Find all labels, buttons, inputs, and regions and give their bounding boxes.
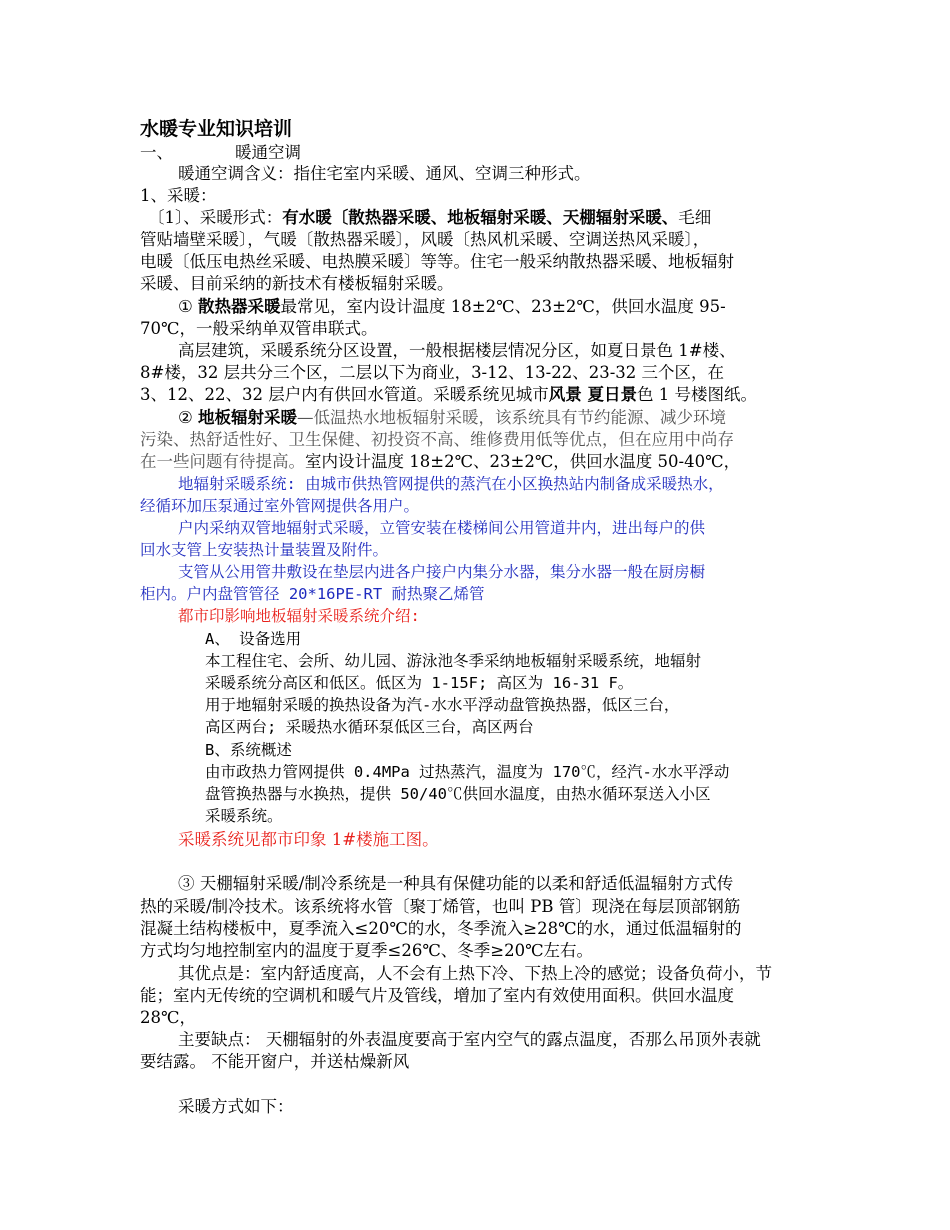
floor-heating-line: 污染、热舒适性好、卫生保健、初投资不高、维修费用低等优点，但在应用中尚存 (140, 430, 734, 449)
red-reference-line: 采暖系统见都市印象 1#楼施工图。 (178, 830, 439, 849)
heating-methods-line: 采暖方式如下： (178, 1097, 294, 1116)
ceiling-heating-line: 热的采暖/制冷技术。该系统将水管〔聚丁烯管，也叫 PB 管〕现浇在每层顶部钢筋 (140, 897, 741, 916)
project-name-bold: 风景 夏日景 (548, 385, 637, 404)
floor-desc: —低温热水地板辐射采暖，该系统具有节约能源、减少环境 (297, 408, 727, 427)
ceiling-heating-line: 方式均匀地控制室内的温度于夏季≤26℃、冬季≥20℃左右。 (140, 941, 594, 960)
ceiling-heating-line: 混凝土结构楼板中，夏季流入≤20℃的水，冬季流入≥28℃的水，通过低温辐射的 (140, 919, 742, 938)
section-a-line: 本工程住宅、会所、幼儿园、游泳池冬季采纳地板辐射采暖系统，地辐射 (205, 652, 702, 670)
section-b-line: 盘管换热器与水换热，提供 50/40℃供回水温度，由热水循环泵送入小区 (205, 785, 711, 803)
heating-heading: 1、采暖： (140, 186, 217, 205)
blue-note-line: 户内采纳双管地辐射式采暖，立管安装在楼梯间公用管道井内，进出每户的供 (178, 519, 706, 537)
forms-suffix: 毛细 (678, 208, 712, 227)
highrise-text: 3、12、22、32 层户内有供回水管道。采暖系统见城市 (140, 385, 549, 404)
floor-temperature: 室内设计温度 18±2℃、23±2℃，供回水温度 50-40℃， (305, 452, 741, 471)
section-heading (140, 142, 301, 163)
radiator-marker: ① (178, 297, 199, 316)
ceiling-heating-line: ③ 天棚辐射采暖/制冷系统是一种具有保健功能的以柔和舒适低温辐射方式传 (178, 874, 734, 893)
floor-heating-line (178, 407, 726, 428)
radiator-line: 70℃，一般采纳单双管串联式。 (140, 319, 378, 338)
radiator-line (178, 296, 726, 317)
heating-forms-line: 管贴墙壁采暖〕，气暖〔散热器采暖〕，风暖〔热风机采暖、空调送热风采暖〕， (140, 230, 710, 249)
section-b-heading: B、系统概述 (205, 741, 292, 759)
page-title: 水暖专业知识培训 (140, 118, 293, 140)
red-intro-heading: 都市印影响地板辐射采暖系统介绍: (178, 607, 420, 625)
section-a-line: 高区两台; 采暖热水循环泵低区三台，高区两台 (205, 718, 534, 736)
highrise-line (140, 384, 757, 405)
floor-marker: ② (178, 408, 199, 427)
section-b-line: 采暖系统。 (205, 807, 283, 825)
definition-line: 暖通空调含义：指住宅室内采暖、通风、空调三种形式。 (178, 164, 591, 183)
blue-note-line: 地辐射采暖系统: 由城市供热管网提供的蒸汽在小区换热站内制备成采暖热水， (178, 475, 724, 493)
highrise-line: 高层建筑，采暖系统分区设置，一般根据楼层情况分区，如夏日景色 1#楼、 (178, 341, 736, 360)
section-number: 一、 (140, 143, 173, 162)
advantages-line: 能；室内无传统的空调机和暖气片及管线，增加了室内有效使用面积。供回水温度 (140, 986, 734, 1005)
section-b-line: 由市政热力管网提供 0.4MPa 过热蒸汽，温度为 170℃，经汽-水水平浮动 (205, 763, 730, 781)
floor-term: 地板辐射采暖 (198, 408, 298, 427)
forms-prefix: 〔1〕、采暖形式： (148, 208, 283, 227)
forms-bold: 有水暖〔散热器采暖、地板辐射采暖、天棚辐射采暖、 (282, 208, 679, 227)
highrise-line: 8#楼，32 层共分三个区，二层以下为商业，3-12、13-22、23-32 三个区，在 (140, 363, 725, 382)
blue-note-line: 经循环加压泵通过室外管网提供各用户。 (140, 497, 420, 515)
radiator-desc: 最常见，室内设计温度 18±2℃、23±2℃，供回水温度 95- (280, 297, 726, 316)
section-a-line: 采暖系统分高区和低区。低区为 1-15F; 高区为 16-31 F。 (205, 674, 634, 692)
disadvantages-line: 主要缺点： 天棚辐射的外表温度要高于室内空气的露点温度，否那么吊顶外表就 (178, 1030, 761, 1049)
blue-note-line: 支管从公用管井敷设在垫层内进各户接户内集分水器，集分水器一般在厨房橱 (178, 563, 706, 581)
floor-desc-end: 在一些问题有待提高。 (140, 452, 305, 471)
floor-heating-line (140, 451, 740, 472)
section-label: 暖通空调 (235, 143, 301, 162)
blue-note-line: 柜内。户内盘管管径 20*16PE-RT 耐热聚乙烯管 (140, 585, 485, 603)
heating-forms-line (148, 207, 711, 228)
section-a-heading: A、 设备选用 (205, 630, 302, 648)
advantages-line: 28℃， (140, 1008, 196, 1027)
radiator-term: 散热器采暖 (198, 297, 281, 316)
heating-forms-line: 电暖〔低压电热丝采暖、电热膜采暖〕等等。住宅一般采纳散热器采暖、地板辐射 (140, 252, 734, 271)
section-a-line: 用于地辐射采暖的换热设备为汽-水水平浮动盘管换热器，低区三台， (205, 696, 680, 714)
blue-note-line: 回水支管上安装热计量装置及附件。 (140, 541, 389, 559)
highrise-text-end: 色 1 号楼图纸。 (636, 385, 757, 404)
advantages-line: 其优点是：室内舒适度高，人不会有上热下冷、下热上冷的感觉；设备负荷小，节 (178, 964, 772, 983)
disadvantages-line: 要结露。 不能开窗户，并送枯燥新风 (140, 1052, 410, 1071)
heating-forms-line: 采暖、目前采纳的新技术有楼板辐射采暖。 (140, 274, 454, 293)
